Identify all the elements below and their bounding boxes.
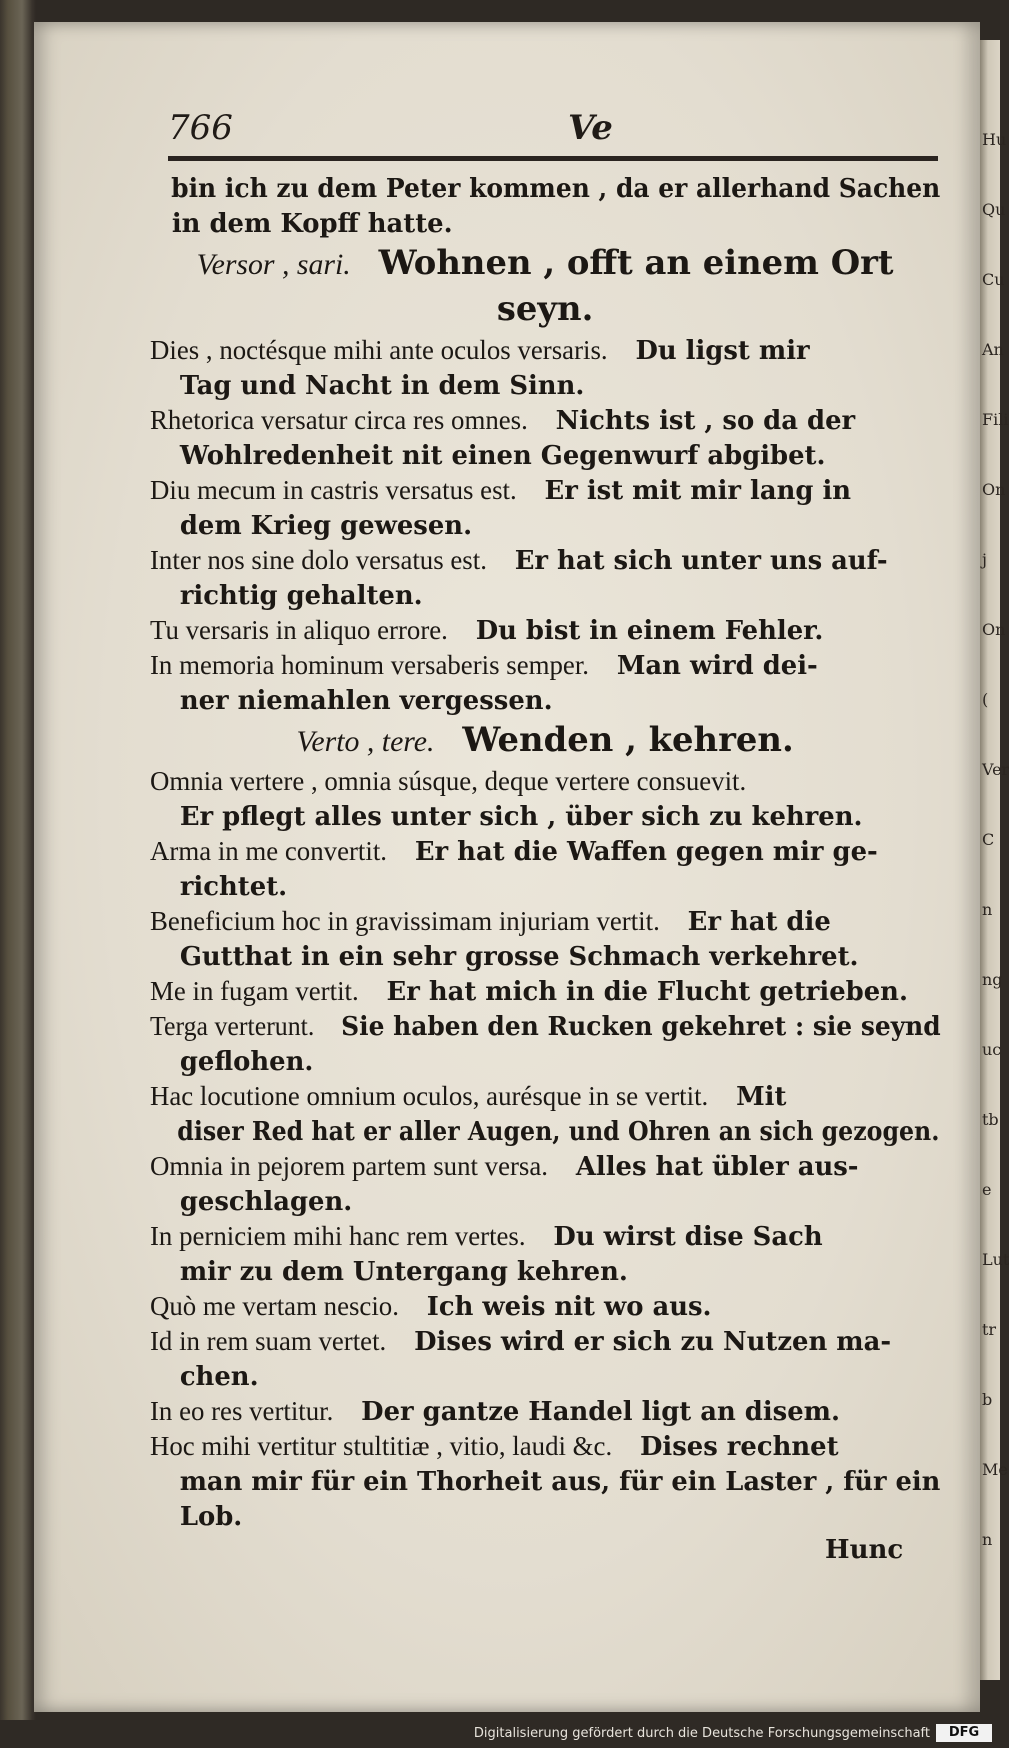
german-text: richtig gehalten. xyxy=(179,581,423,611)
latin-text: Id in rem suam vertet. xyxy=(150,1326,387,1356)
german-text: geschlagen. xyxy=(179,1187,353,1217)
text-line xyxy=(150,1288,940,1323)
latin-text: In perniciem mihi hanc rem vertes. xyxy=(150,1221,526,1251)
german-text: Wohlredenheit nit einen Gegenwurf abgibet. xyxy=(179,441,826,471)
german-text: Nichts ist , so da der xyxy=(555,406,856,436)
german-text: Man wird dei- xyxy=(616,651,818,681)
dfg-logo: DFG xyxy=(936,1724,992,1742)
german-text: Lob. xyxy=(179,1502,243,1532)
next-page-fragment: e xyxy=(982,1180,992,1199)
latin-text: Tu versaris in aliquo errore. xyxy=(150,615,448,645)
next-page-fragment: Lut xyxy=(982,1250,1009,1269)
next-page-fragment: tr xyxy=(982,1320,997,1339)
german-text: Mit xyxy=(736,1082,787,1112)
latin-text: In eo res vertitur. xyxy=(150,1396,334,1426)
german-text: Du bist in einem Fehler. xyxy=(475,616,824,646)
latin-text: Inter nos sine dolo versatus est. xyxy=(150,545,487,575)
next-page-fragment: j xyxy=(982,550,987,569)
text-line xyxy=(150,1218,940,1253)
german-text: Der gantze Handel ligt an disem. xyxy=(361,1397,840,1427)
text-line xyxy=(150,938,940,973)
german-text: Er hat die xyxy=(687,907,831,937)
german-text: Er ist mit mir lang in xyxy=(544,476,852,506)
german-text: Dises rechnet xyxy=(640,1432,839,1462)
text-line xyxy=(150,1463,941,1498)
german-text: Dises wird er sich zu Nutzen ma- xyxy=(414,1327,892,1357)
text-line xyxy=(150,402,940,437)
german-text: Tag und Nacht in dem Sinn. xyxy=(179,371,585,401)
text-line xyxy=(150,1008,941,1043)
page-header xyxy=(168,100,938,164)
page-number: 766 xyxy=(168,108,233,148)
text-line xyxy=(150,577,940,612)
footer-credit: Digitalisierung gefördert durch die Deutsche Forschungsgemeinschaft xyxy=(473,1726,930,1741)
latin-text: Diu mecum in castris versatus est. xyxy=(150,475,517,505)
latin-text: Quò me vertam nescio. xyxy=(150,1291,399,1321)
german-text: in dem Kopff hatte. xyxy=(171,209,453,239)
text-line xyxy=(150,1323,940,1358)
german-text: Er pflegt alles unter sich , über sich zu kehren. xyxy=(179,802,863,832)
german-text: Ich weis nit wo aus. xyxy=(426,1292,712,1322)
latin-text: Omnia in pejorem partem sunt versa. xyxy=(150,1151,548,1181)
latin-text: Rhetorica versatur circa res omnes. xyxy=(150,405,528,435)
next-page-fragment: b xyxy=(982,1390,993,1409)
german-text: Alles hat übler aus- xyxy=(575,1152,859,1182)
german-text: Sie haben den Rucken gekehret : sie seynd xyxy=(341,1012,941,1042)
text-line xyxy=(150,1393,940,1428)
latin-text: Me in fugam vertit. xyxy=(150,976,359,1006)
next-page-fragment: C xyxy=(982,830,995,849)
german-text: diser Red hat er aller Augen, und Ohren an sich gezogen. xyxy=(177,1117,940,1147)
german-text: geflohen. xyxy=(179,1047,314,1077)
german-text: dem Krieg gewesen. xyxy=(179,511,473,541)
next-page-fragment: Ver xyxy=(982,760,1009,779)
german-text: Du wirst dise Sach xyxy=(553,1222,823,1252)
text-line xyxy=(150,1358,940,1393)
running-head: Ve xyxy=(568,108,613,148)
latin-text: Versor , sari. xyxy=(196,248,351,281)
page-body xyxy=(150,170,945,1533)
german-text: Wohnen , offt an einem Ort xyxy=(378,243,894,283)
next-page-edge xyxy=(980,40,1009,1680)
latin-text: In memoria hominum versaberis semper. xyxy=(150,650,589,680)
latin-text: Hac locutione omnium oculos, aurésque in se vertit. xyxy=(150,1081,709,1111)
text-line xyxy=(150,612,940,647)
catchword: Hunc xyxy=(825,1535,904,1565)
text-line xyxy=(150,1428,940,1463)
next-page-fragment: An xyxy=(982,340,1004,359)
text-line xyxy=(150,472,940,507)
latin-text: Arma in me convertit. xyxy=(150,836,388,866)
german-text: chen. xyxy=(179,1362,259,1392)
text-line xyxy=(150,647,940,682)
german-text: richtet. xyxy=(179,872,288,902)
text-line xyxy=(150,205,940,240)
next-page-fragment: n xyxy=(982,1530,993,1549)
next-page-fragment: ng xyxy=(982,970,1003,989)
next-page-fragment: Fili xyxy=(982,410,1009,429)
text-line xyxy=(150,1043,940,1078)
german-text: Er hat mich in die Flucht getrieben. xyxy=(386,977,908,1007)
german-text: Gutthat in ein sehr grosse Schmach verkehret. xyxy=(179,942,859,972)
header-rule xyxy=(168,156,938,161)
text-line xyxy=(150,973,940,1008)
next-page-fragment: ( xyxy=(982,690,989,709)
german-text: Er hat sich unter uns auf- xyxy=(514,546,888,576)
text-line xyxy=(150,170,941,205)
entry-heading xyxy=(150,717,940,763)
text-line xyxy=(150,1148,940,1183)
next-page-fragment: Cu xyxy=(982,270,1005,289)
text-line xyxy=(150,1183,940,1218)
next-page-fragment: Me xyxy=(982,1460,1008,1479)
german-text: bin ich zu dem Peter kommen , da er allerhand Sachen xyxy=(171,174,941,204)
next-page-fragment: n xyxy=(982,900,993,919)
text-line xyxy=(150,507,940,542)
german-text: man mir für ein Thorheit aus, für ein Laster , für ein xyxy=(179,1467,941,1497)
entry-heading xyxy=(150,286,940,332)
text-line xyxy=(150,903,940,938)
german-text: ner niemahlen vergessen. xyxy=(179,686,553,716)
entry-heading xyxy=(150,240,940,286)
latin-text: Omnia vertere , omnia súsque, deque vertere consuevit. xyxy=(150,766,747,796)
text-line xyxy=(150,1113,940,1148)
german-text: Wenden , kehren. xyxy=(462,720,794,760)
text-line xyxy=(150,437,940,472)
next-page-fragment: Qu xyxy=(982,200,1006,219)
text-line xyxy=(150,798,940,833)
text-line xyxy=(150,1498,940,1533)
german-text: mir zu dem Untergang kehren. xyxy=(179,1257,628,1287)
next-page-fragment: On xyxy=(982,620,1006,639)
latin-text: Dies , noctésque mihi ante oculos versaris. xyxy=(150,335,608,365)
text-line xyxy=(150,682,940,717)
latin-text: Terga verterunt. xyxy=(150,1011,315,1041)
text-line xyxy=(150,868,940,903)
next-page-fragment: Hu xyxy=(982,130,1007,149)
latin-text: Beneficium hoc in gravissimam injuriam vertit. xyxy=(150,906,660,936)
german-text: seyn. xyxy=(496,289,594,329)
next-page-fragment: tb xyxy=(982,1110,999,1129)
german-text: Er hat die Waffen gegen mir ge- xyxy=(414,837,878,867)
next-page-fragment: uc xyxy=(982,1040,1002,1059)
text-line xyxy=(150,542,940,577)
text-line xyxy=(150,1253,940,1288)
text-line xyxy=(150,367,940,402)
next-page-fragment: On xyxy=(982,480,1006,499)
text-line xyxy=(150,833,940,868)
text-line xyxy=(150,763,940,798)
german-text: Du ligst mir xyxy=(635,336,810,366)
latin-text: Hoc mihi vertitur stultitiæ , vitio, laudi &c. xyxy=(150,1431,613,1461)
latin-text: Verto , tere. xyxy=(296,725,435,758)
text-line xyxy=(150,1078,940,1113)
text-line xyxy=(150,332,940,367)
